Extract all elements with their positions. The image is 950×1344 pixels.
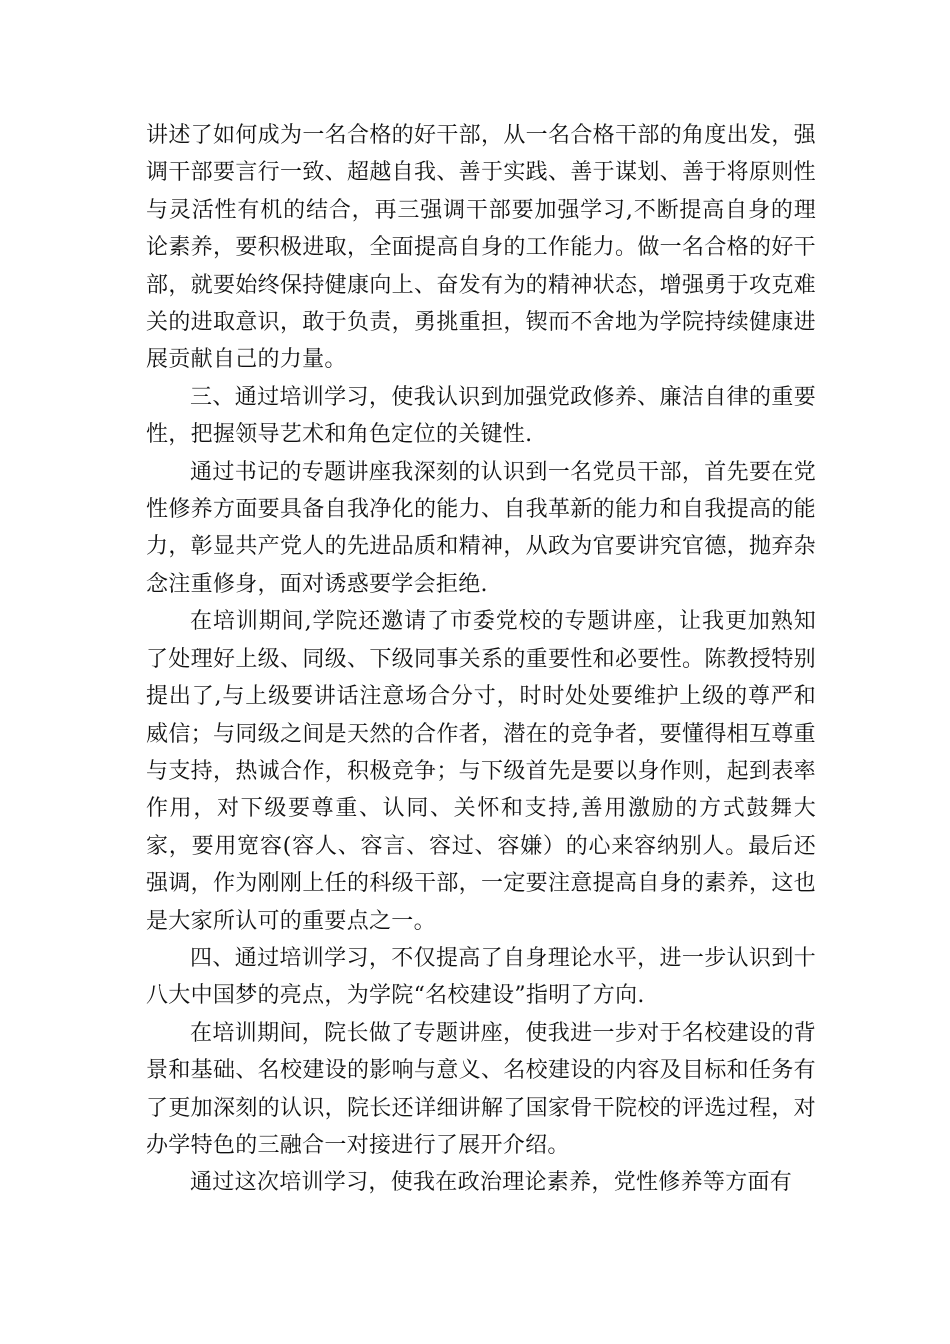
document-body (146, 117, 816, 1202)
paragraph-secretary-lecture: 通过书记的专题讲座我深刻的认识到一名党员干部，首先要在党性修养方面要具备自我净化的能力、自我革新的能力和自我提高的能力，彰显共产党人的先进品质和精神，从政为官要讲究官德，抛弃杂念注重修身，面对诱惑要学会拒绝. (146, 459, 816, 597)
paragraph-continuation: 讲述了如何成为一名合格的好干部，从一名合格干部的角度出发，强调干部要言行一致、超越自我、善于实践、善于谋划、善于将原则性与灵活性有机的结合，再三强调干部要加强学习,不断提高自身的理论素养，要积极进取，全面提高自身的工作能力。做一名合格的好干部，就要始终保持健康向上、奋发有为的精神状态，增强勇于攻克难关的进取意识，敢于负责，勇挑重担，锲而不舍地为学院持续健康进展贡献自己的力量。 (146, 123, 816, 373)
paragraph-conclusion-start: 通过这次培训学习，使我在政治理论素养，党性修养等方面有 (190, 1170, 793, 1196)
paragraph-dean-lecture: 在培训期间，院长做了专题讲座，使我进一步对于名校建设的背景和基础、名校建设的影响与意义、名校建设的内容及目标和任务有了更加深刻的认识，院长还详细讲解了国家骨干院校的评选过程，对办学特色的三融合一对接进行了展开介绍。 (146, 1020, 816, 1158)
paragraph-party-school-lecture: 在培训期间,学院还邀请了市委党校的专题讲座，让我更加熟知了处理好上级、同级、下级同事关系的重要性和必要性。陈教授特别提出了,与上级要讲话注意场合分寸，时时处处要维护上级的尊严和威信；与同级之间是天然的合作者，潜在的竞争者，要懂得相互尊重与支持，热诚合作，积极竞争；与下级首先是要以身作则，起到表率作用，对下级要尊重、认同、关怀和支持,善用激励的方式鼓舞大家，要用宽容(容人、容言、容过、容嫌）的心来容纳别人。最后还强调，作为刚刚上任的科级干部，一定要注意提高自身的素养，这也是大家所认可的重要点之一。 (146, 609, 816, 934)
paragraph-section-three-heading: 三、通过培训学习，使我认识到加强党政修养、廉洁自律的重要性，把握领导艺术和角色定位的关键性. (146, 384, 816, 448)
paragraph-section-four-heading: 四、通过培训学习，不仅提高了自身理论水平，进一步认识到十八大中国梦的亮点，为学院“名校建设”指明了方向. (146, 945, 816, 1009)
